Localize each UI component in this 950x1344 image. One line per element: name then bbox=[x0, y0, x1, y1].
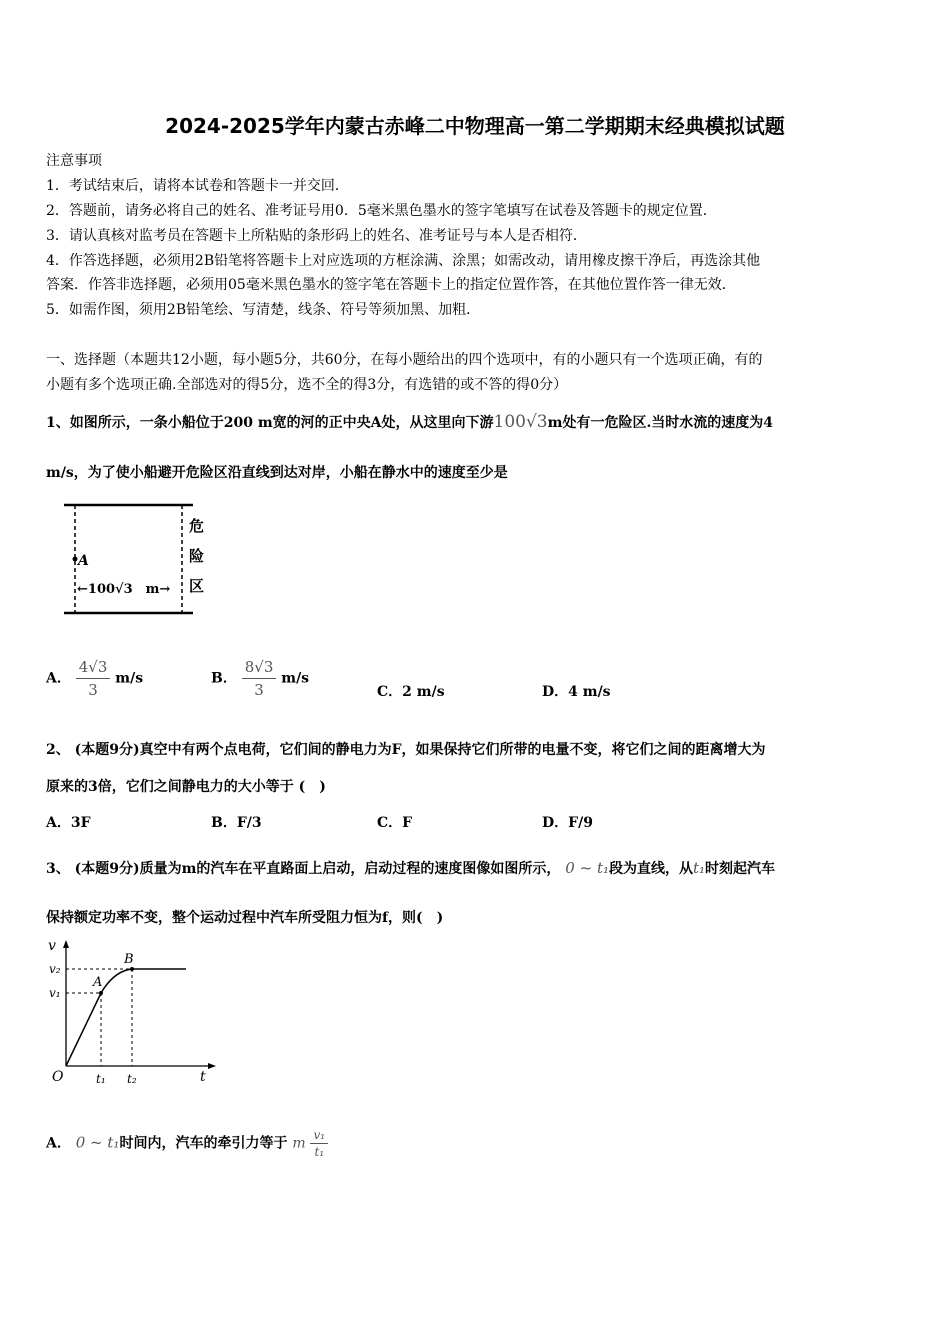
notice-item: 2．答题前，请务必将自己的姓名、准考证号用0．5毫米黑色墨水的签字笔填写在试卷及答题卡的规定位置． bbox=[46, 203, 717, 219]
boat-point-a bbox=[73, 557, 78, 562]
option-text: F bbox=[402, 815, 413, 831]
label-danger-2: 险 bbox=[189, 547, 205, 565]
option-letter: A． bbox=[46, 670, 71, 687]
q1-river-figure bbox=[58, 496, 218, 621]
option-unit: m/s bbox=[281, 670, 310, 687]
v2-label: v₂ bbox=[49, 962, 61, 976]
point-a-label: A bbox=[93, 975, 103, 990]
label-a: A bbox=[78, 553, 89, 569]
v-axis-label: v bbox=[48, 938, 56, 954]
q1-text-a: 1、如图所示，一条小船位于200 m宽的河的正中央A处，从这里向下游 bbox=[46, 415, 494, 431]
fraction-numerator: v₁ bbox=[310, 1127, 328, 1144]
label-distance: ←100√3 m→ bbox=[77, 582, 171, 597]
q1-math-distance: 100√3 bbox=[493, 412, 548, 432]
q1-option-d[interactable] bbox=[542, 681, 611, 701]
section-heading: 一、选择题（本题共12小题，每小题5分，共60分，在每小题给出的四个选项中，有的小题只有一个选项正确，有的 bbox=[46, 352, 763, 368]
origin-label: O bbox=[52, 1069, 64, 1085]
option-text: F/9 bbox=[568, 815, 593, 831]
t1-label: t₁ bbox=[96, 1072, 106, 1086]
fraction-denominator: 3 bbox=[254, 681, 264, 699]
exam-title: 2024-2025学年内蒙古赤峰二中物理高一第二学期期末经典模拟试题 bbox=[165, 114, 785, 138]
option-letter: A． bbox=[46, 815, 71, 831]
q2-stem-line1: 2、 (本题9分)真空中有两个点电荷，它们间的静电力为F，如果保持它们所带的电量不变，将它们之间的距离增大为 bbox=[46, 742, 766, 758]
q3-stem-line2: 保持额定功率不变，整个运动过程中汽车所受阻力恒为f，则( ) bbox=[46, 910, 444, 926]
v1-label: v₁ bbox=[49, 986, 61, 1000]
fraction bbox=[310, 1127, 328, 1160]
q3-text-a: 3、 (本题9分)质量为m的汽车在平直路面上启动，启动过程的速度图像如图所示， bbox=[46, 861, 561, 877]
t-axis-arrow bbox=[208, 1063, 216, 1069]
option-letter: B． bbox=[211, 670, 237, 687]
option-letter: C． bbox=[377, 815, 403, 831]
q3-math-t1: t₁ bbox=[693, 859, 706, 877]
q2-option-b[interactable] bbox=[211, 812, 262, 832]
q3-stem-line1 bbox=[46, 858, 775, 879]
option-letter: D． bbox=[542, 684, 569, 700]
notice-item: 4．作答选择题，必须用2B铅笔将答题卡上对应选项的方框涂满、涂黑；如需改动，请用橡皮擦干净后，再选涂其他 bbox=[46, 253, 761, 269]
point-a bbox=[99, 991, 103, 995]
q1-stem-line1 bbox=[46, 412, 773, 433]
q3-option-a-interval: 0 ~ t₁ bbox=[75, 1133, 120, 1152]
option-letter: B． bbox=[211, 815, 237, 831]
q2-stem-line2: 原来的3倍，它们之间静电力的大小等于 ( ) bbox=[46, 779, 326, 795]
point-b-label: B bbox=[124, 952, 134, 967]
option-text: 时间内，汽车的牵引力等于 bbox=[119, 1135, 288, 1152]
point-b bbox=[130, 967, 134, 971]
q3-velocity-graph bbox=[44, 938, 219, 1090]
option-text: 4 m/s bbox=[568, 684, 611, 700]
option-text: 2 m/s bbox=[402, 684, 445, 700]
fraction bbox=[242, 656, 277, 701]
q1-option-c[interactable] bbox=[377, 681, 445, 701]
label-danger-1: 危 bbox=[189, 517, 205, 535]
velocity-curve bbox=[66, 969, 186, 1066]
q1-text-b: m处有一危险区.当时水流的速度为4 bbox=[547, 415, 774, 431]
notice-heading: 注意事项 bbox=[46, 153, 102, 169]
q1-option-b[interactable] bbox=[211, 656, 309, 701]
option-letter: C． bbox=[377, 684, 403, 700]
v-axis-arrow bbox=[63, 940, 69, 948]
section-heading-cont: 小题有多个选项正确.全部选对的得5分，选不全的得3分，有选错的或不答的得0分） bbox=[46, 377, 568, 393]
fraction-denominator: t₁ bbox=[314, 1145, 325, 1159]
q1-option-a[interactable] bbox=[46, 656, 143, 701]
fraction-numerator: 4√3 bbox=[76, 656, 111, 679]
notice-item: 答案．作答非选择题，必须用05毫米黑色墨水的签字笔在答题卡上的指定位置作答，在其他位置作答一律无效． bbox=[46, 277, 736, 293]
q3-option-a[interactable] bbox=[46, 1127, 328, 1160]
option-unit: m/s bbox=[115, 670, 144, 687]
notice-item: 3．请认真核对监考员在答题卡上所粘贴的条形码上的姓名、准考证号与本人是否相符． bbox=[46, 228, 587, 244]
q2-option-a[interactable] bbox=[46, 812, 91, 832]
mass-symbol: m bbox=[292, 1135, 306, 1152]
q2-option-d[interactable] bbox=[542, 812, 593, 832]
q3-text-c: 时刻起汽车 bbox=[705, 861, 776, 877]
fraction-denominator: 3 bbox=[88, 681, 98, 699]
q3-math-interval: 0 ~ t₁ bbox=[565, 859, 609, 877]
option-text: F/3 bbox=[236, 815, 262, 831]
notice-item: 5．如需作图，须用2B铅笔绘、写清楚，线条、符号等须加黑、加粗． bbox=[46, 302, 481, 318]
q2-option-c[interactable] bbox=[377, 812, 412, 832]
option-letter: D． bbox=[542, 815, 569, 831]
t-axis-label: t bbox=[200, 1069, 206, 1085]
option-letter: A． bbox=[46, 1135, 71, 1152]
notice-item: 1．考试结束后，请将本试卷和答题卡一并交回． bbox=[46, 178, 349, 194]
q1-stem-line2: m/s，为了使小船避开危险区沿直线到达对岸，小船在静水中的速度至少是 bbox=[46, 465, 508, 481]
option-text: 3F bbox=[70, 815, 91, 831]
label-danger-3: 区 bbox=[189, 577, 205, 595]
q3-text-b: 段为直线，从 bbox=[609, 861, 693, 877]
t2-label: t₂ bbox=[127, 1072, 137, 1086]
fraction bbox=[76, 656, 111, 701]
fraction-numerator: 8√3 bbox=[242, 656, 277, 679]
